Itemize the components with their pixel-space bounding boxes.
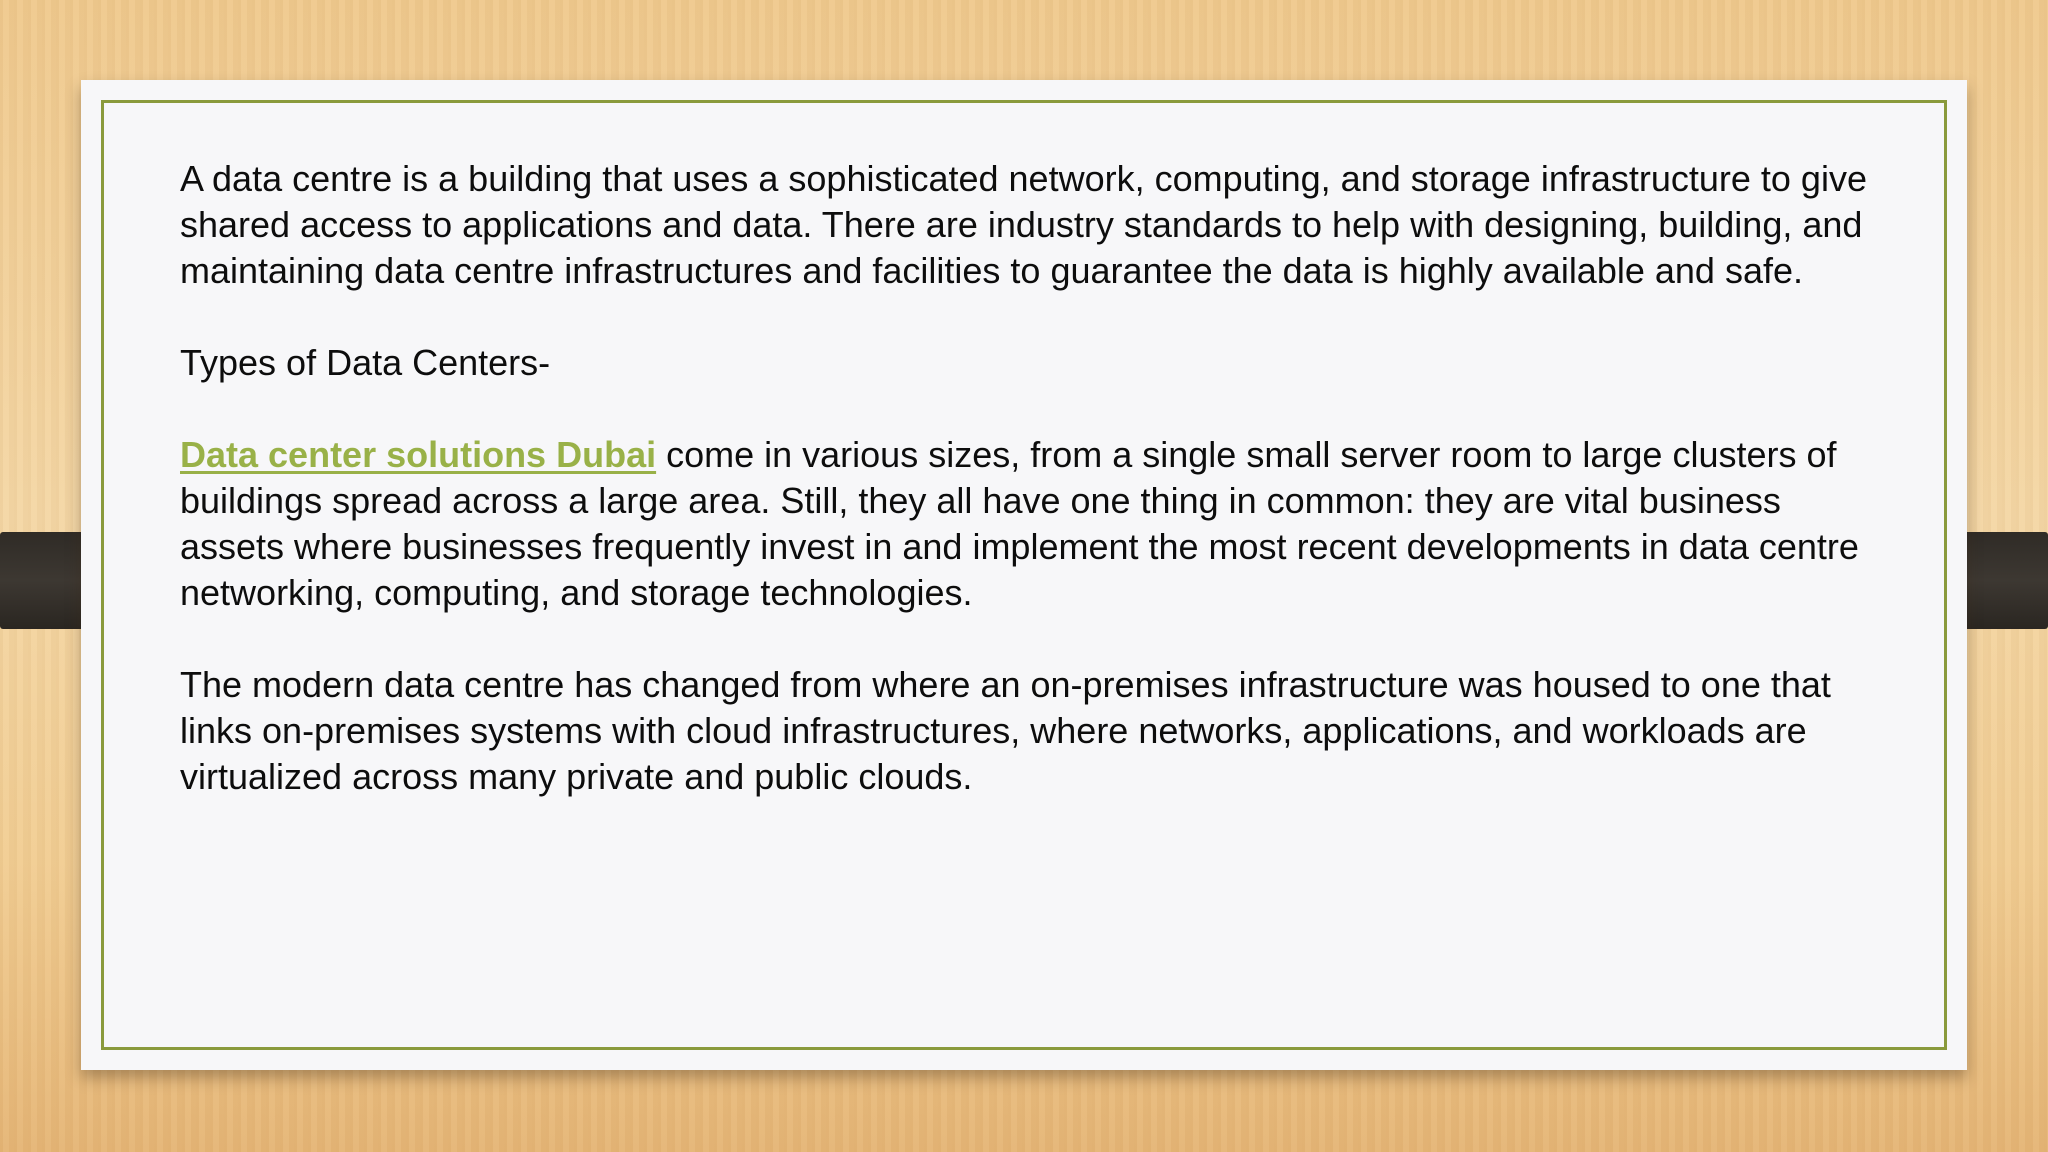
slide-text-content xyxy=(180,156,1890,846)
data-center-solutions-link[interactable]: Data center solutions Dubai xyxy=(180,434,657,475)
modern-data-centre-paragraph: The modern data centre has changed from where an on-premises infrastructure was housed to one that links on-premises systems with cloud infrastructures, where networks, applications, and workloads are virtualized across many private and public clouds. xyxy=(180,664,1831,797)
sizes-paragraph-text: come in various sizes, from a single small server room to large clusters of buildings spread across a large area. Still, they all have one thing in common: they are vital business assets where businesses frequently invest in and implement the most recent developments in data centre networking, computing, and storage technologies. xyxy=(180,434,1859,613)
types-heading: Types of Data Centers- xyxy=(180,342,551,383)
intro-paragraph: A data centre is a building that uses a sophisticated network, computing, and storage infrastructure to give shared access to applications and data. There are industry standards to help with designing, building, and maintaining data centre infrastructures and facilities to guarantee the data is highly available and safe. xyxy=(180,158,1867,291)
data-center-sizes-paragraph xyxy=(180,432,1890,616)
